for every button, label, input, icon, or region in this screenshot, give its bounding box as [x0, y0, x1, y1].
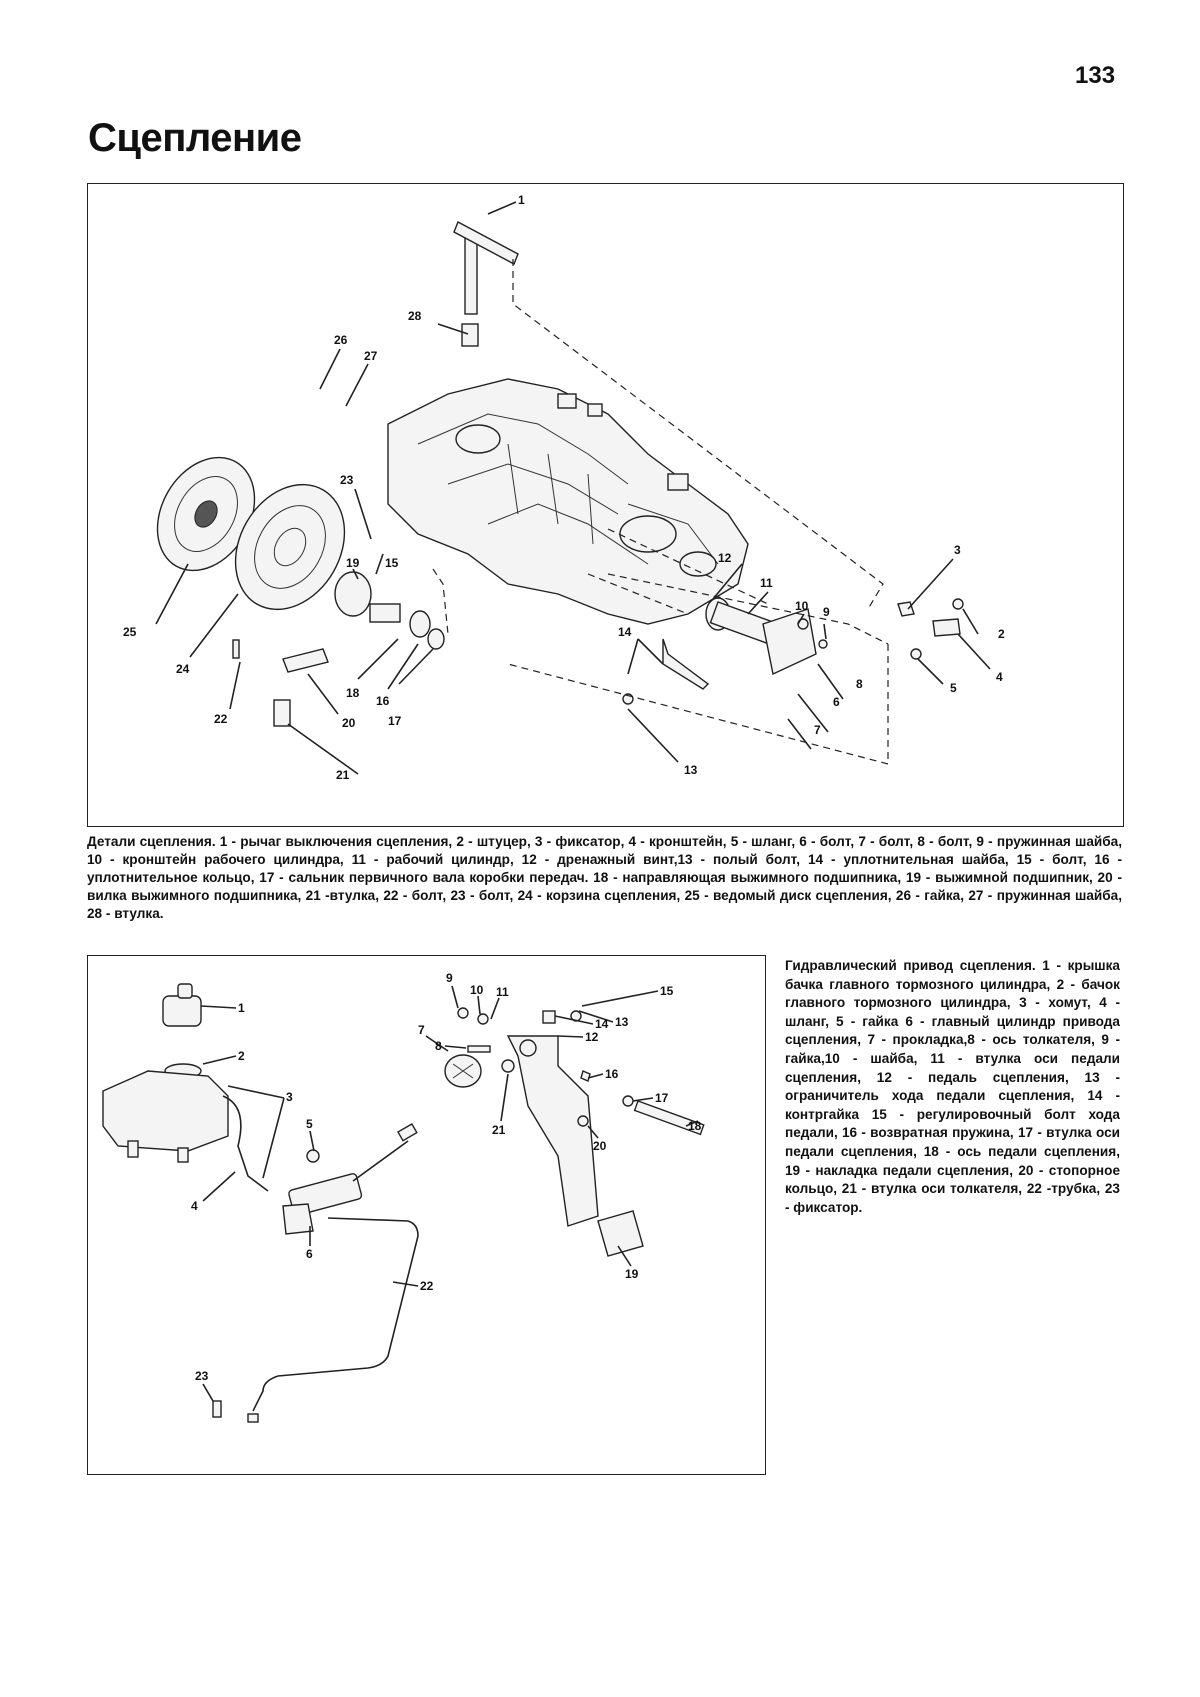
callout-11: 11	[760, 576, 773, 590]
callout-20: 20	[342, 716, 356, 730]
callout-22: 22	[420, 1279, 434, 1293]
callout-10: 10	[795, 599, 809, 613]
clutch-pipe-drawing	[213, 1218, 418, 1422]
hydraulic-drive-caption: Гидравлический привод сцепления. 1 - крышка бачка главного тормозного цилиндра, 2 - бачок главного тормозного цилиндра, 3 - хомут, 4 - шланг, 5 - гайка 6 - главный цилиндр привода сцепления, 7 - прокладка,8 - ось толкателя, 9 - гайка,10 - шайба, 11 - втулка оси педали сцепления, 12 - педаль сцепления, 13 - ограничитель хода педали сцепления, 14 - контргайка 15 - регулировочный болт хода педали, 16 - возвратная пружина, 17 - втулка оси педали сцепления, 18 - ось педали сцепления, 19 - накладка педали сцепления, 20 - стопорное кольцо, 21 - втулка оси толкателя, 22 -трубка, 23 - фиксатор.	[785, 958, 1120, 1215]
callout-11: 11	[496, 985, 509, 999]
page-title: Сцепление	[88, 116, 302, 160]
callout-21: 21	[336, 768, 350, 782]
callout-12: 12	[718, 551, 732, 565]
figure2-leader-lines	[201, 986, 698, 1401]
clutch-parts-drawing	[88, 184, 1123, 826]
callout-19: 19	[346, 556, 360, 570]
callout-18: 18	[346, 686, 360, 700]
callout-6: 6	[833, 695, 840, 709]
callout-15: 15	[385, 556, 399, 570]
clutch-parts-caption: Детали сцепления. 1 - рычаг выключения сцепления, 2 - штуцер, 3 - фиксатор, 4 - кронштейн, 5 - шланг, 6 - болт, 7 - болт, 8 - болт, 9 - пружинная шайба, 10 - кронштейн рабочего цилиндра, 11 - рабочий цилиндр, 12 - дренажный винт,13 - полый болт, 14 - уплотнительная шайба, 15 - болт, 16 - уплотнительное кольцо, 17 - сальник первичного вала коробки передач. 18 - направляющая выжимного подшипника, 19 - выжимной подшипник, 20 - вилка выжимного подшипника, 21 -втулка, 22 - болт, 23 - болт, 24 - корзина сцепления, 25 - ведомый диск сцепления, 26 - гайка, 27 - пружинная шайба, 28 - втулка.	[87, 834, 1122, 921]
callout-16: 16	[376, 694, 390, 708]
callout-12: 12	[585, 1030, 599, 1044]
callout-3: 3	[286, 1090, 293, 1104]
callout-25: 25	[123, 625, 137, 639]
callout-23: 23	[195, 1369, 209, 1383]
gasket-drawing	[445, 1055, 481, 1087]
hydraulic-drive-figure	[87, 955, 766, 1475]
callout-20: 20	[593, 1139, 607, 1153]
callout-1: 1	[238, 1001, 245, 1015]
page-number: 133	[1075, 62, 1116, 89]
hydraulic-drive-drawing	[88, 956, 765, 1474]
callout-22: 22	[214, 712, 228, 726]
callout-27: 27	[364, 349, 378, 363]
gearbox-housing-drawing	[388, 379, 748, 624]
callout-5: 5	[950, 681, 957, 695]
master-cylinder-drawing	[283, 1124, 417, 1234]
callout-23: 23	[340, 473, 354, 487]
callout-13: 13	[615, 1015, 629, 1029]
callout-8: 8	[856, 677, 863, 691]
callout-17: 17	[388, 714, 402, 728]
callout-9: 9	[823, 605, 830, 619]
callout-7: 7	[814, 723, 821, 737]
reservoir-drawing	[103, 984, 268, 1191]
callout-1: 1	[518, 193, 525, 207]
callout-21: 21	[492, 1123, 506, 1137]
callout-26: 26	[334, 333, 348, 347]
callout-3: 3	[954, 543, 961, 557]
callout-6: 6	[306, 1247, 313, 1261]
callout-7: 7	[418, 1023, 425, 1037]
callout-8: 8	[435, 1039, 442, 1053]
callout-13: 13	[684, 763, 698, 777]
callout-14: 14	[595, 1017, 609, 1031]
callout-24: 24	[176, 662, 190, 676]
figure2-callouts	[191, 971, 702, 1383]
callout-9: 9	[446, 971, 453, 985]
callout-4: 4	[191, 1199, 198, 1213]
callout-18: 18	[688, 1119, 702, 1133]
callout-10: 10	[470, 983, 484, 997]
callout-15: 15	[660, 984, 674, 998]
callout-2: 2	[238, 1049, 245, 1063]
callout-14: 14	[618, 625, 632, 639]
callout-5: 5	[306, 1117, 313, 1131]
callout-28: 28	[408, 309, 422, 323]
clutch-parts-figure	[87, 183, 1124, 827]
callout-17: 17	[655, 1091, 669, 1105]
callout-4: 4	[996, 670, 1003, 684]
callout-16: 16	[605, 1067, 619, 1081]
callout-19: 19	[625, 1267, 639, 1281]
callout-2: 2	[998, 627, 1005, 641]
